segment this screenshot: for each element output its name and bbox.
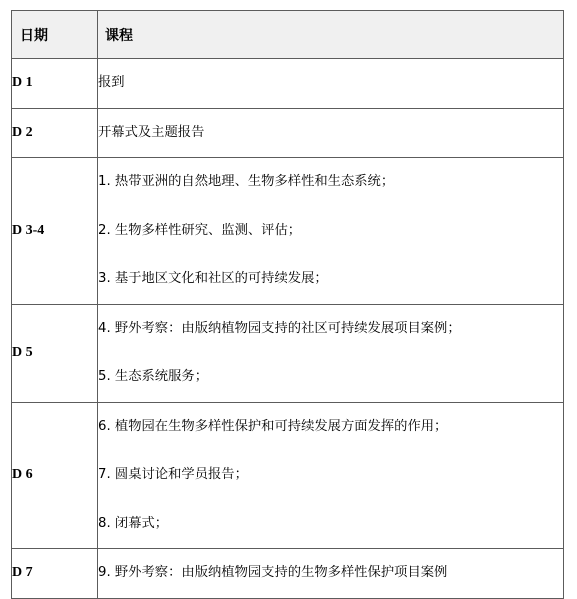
table-row <box>12 549 564 599</box>
course-item: 8. 闭幕式； <box>98 515 169 531</box>
schedule-table-body <box>12 11 564 599</box>
header-row <box>12 11 564 59</box>
header-course: 课程 <box>98 11 564 59</box>
day-cell: D 3-4 <box>12 158 98 305</box>
course-item: 9. 野外考察：由版纳植物园支持的生物多样性保护项目案例 <box>98 565 448 580</box>
day-cell: D 2 <box>12 108 98 158</box>
course-item: 开幕式及主题报告 <box>98 124 205 140</box>
table-row <box>12 158 564 305</box>
table-row <box>12 59 564 109</box>
course-cell <box>98 304 564 402</box>
course-item: 7. 圆桌讨论和学员报告； <box>98 467 248 482</box>
course-item: 2. 生物多样性研究、监测、评估； <box>98 222 302 238</box>
course-cell <box>98 59 564 109</box>
course-cell <box>98 158 564 305</box>
course-item: 4. 野外考察：由版纳植物园支持的社区可持续发展项目案例； <box>98 320 461 336</box>
course-cell <box>98 549 564 599</box>
table-row <box>12 304 564 402</box>
day-cell: D 7 <box>12 549 98 599</box>
table-row <box>12 402 564 549</box>
course-item: 3. 基于地区文化和社区的可持续发展； <box>98 271 328 286</box>
course-cell <box>98 108 564 158</box>
course-item: 1. 热带亚洲的自然地理、生物多样性和生态系统； <box>98 174 395 189</box>
day-cell: D 5 <box>12 304 98 402</box>
schedule-table <box>11 10 564 599</box>
course-item: 5. 生态系统服务； <box>98 369 208 384</box>
table-row <box>12 108 564 158</box>
course-item: 报到 <box>98 75 125 90</box>
header-date: 日期 <box>12 11 98 59</box>
course-item: 6. 植物园在生物多样性保护和可持续发展方面发挥的作用； <box>98 418 448 434</box>
course-cell <box>98 402 564 549</box>
day-cell: D 6 <box>12 402 98 549</box>
day-cell: D 1 <box>12 59 98 109</box>
